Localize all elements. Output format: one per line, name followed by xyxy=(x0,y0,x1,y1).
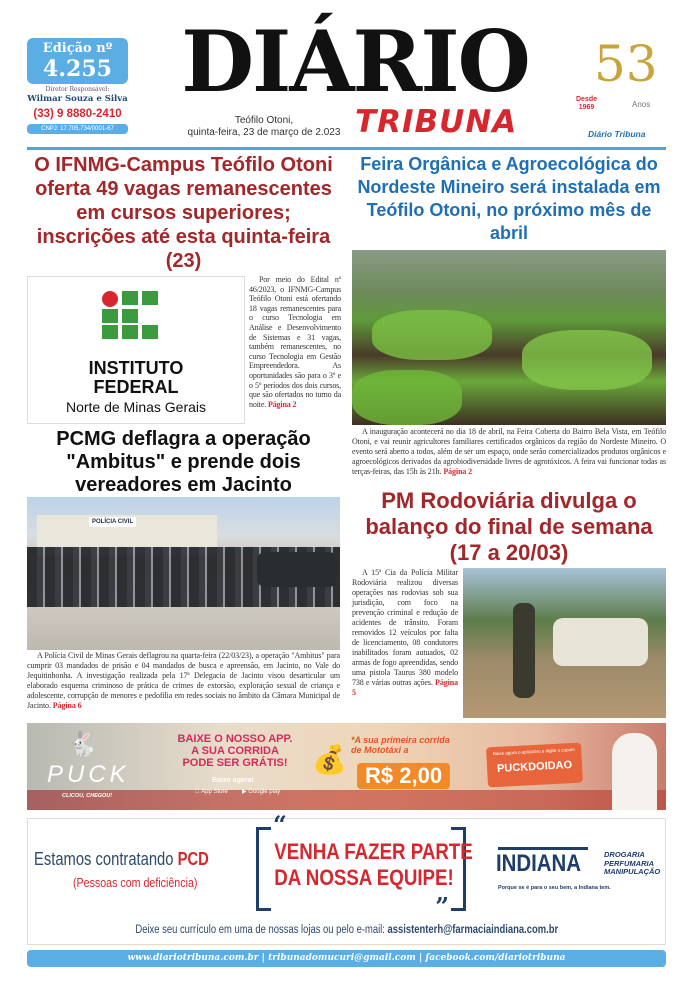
pcd-description: (Pessoas com deficiência) xyxy=(73,875,198,890)
dateline xyxy=(175,115,353,139)
director-label: Diretor Responsável: xyxy=(45,86,110,93)
anniversary-brand: Diário Tribuna xyxy=(588,129,646,139)
article-feira-headline[interactable]: Feira Orgânica e Agroecológica do Nordeste Mineiro será instalada em Teófilo Otoni, no próximo mês de abril xyxy=(357,154,661,243)
coupon-hint: Baixe agora o aplicativo e digite o cupom xyxy=(492,746,575,757)
woman-photo xyxy=(612,733,657,810)
indiana-logo: INDIANA xyxy=(496,850,581,877)
hiring-label: Estamos contratando xyxy=(34,849,174,869)
edition-badge xyxy=(27,38,128,84)
since-year: 1969 xyxy=(578,104,595,111)
brand-sub3: MANIPULAÇÃO xyxy=(604,867,661,876)
puck-headline: BAIXE O NOSSO APP. A SUA CORRIDA PODE SER GRÁTIS! xyxy=(177,733,293,769)
brand-sub1: DROGARIA xyxy=(604,850,645,859)
contact-text: Deixe seu currículo em uma de nossas lojas ou pelo e-mail: xyxy=(135,924,385,936)
cnpj: CNPJ: 17.705.734/0001-67 xyxy=(27,124,128,134)
logo-line2: FEDERAL xyxy=(93,377,179,397)
body-text: A inauguração acontecerá no dia 18 de abril, na Feira Coberta do Bairro Bela Vista, em Teófilo Otoni, e vai reunir agricultores familiares certificados orgânicos da região do Nordeste Mineiro. O evento será aberto a todos, além de ser um espaço, onde serão comercializados produtos orgânicos e agroecológicos derivados da agrobiodiversidade livres de agrotóxicos. A feira vai funcionar todas as terças-feiras, das 15h às 21h. xyxy=(352,427,666,476)
anniversary-logo xyxy=(572,36,672,142)
photo-sign: POLÍCIA CIVIL xyxy=(89,517,136,527)
footer-email[interactable]: tribunadomucuri@gmail.com xyxy=(268,953,416,963)
price: R$ 2,00 xyxy=(357,763,450,789)
city: Teófilo Otoni, xyxy=(234,115,294,126)
hiring-text xyxy=(34,849,209,870)
puck-ad-banner[interactable] xyxy=(27,723,666,810)
police-group-photo xyxy=(27,497,340,650)
page-ref[interactable]: Página 5 xyxy=(352,678,459,697)
body-text: A 15ª Cia da Polícia Militar Rodoviária realizou diversas operações nas rodovias sob sua jurisdição, com foco na prevenção criminal e redução de acidentes de trânsito. Foram removidos 12 veículos por falta de licenciamento, 08 condutores inabilitados foram autuados, 02 armas de fogo apreendidas, sendo uma pistola Taurus 380 modelo 738 e várias outras ações. xyxy=(352,568,458,687)
money-bag-icon: 💰 xyxy=(312,743,347,776)
separator: | xyxy=(418,953,423,963)
article-pcmg-headline[interactable]: PCMG deflagra a operação "Ambitus" e prende dois vereadores em Jacinto xyxy=(56,428,311,496)
article-pm-headline[interactable]: PM Rodoviária divulga o balanço do final de semana (17 a 20/03) xyxy=(365,488,653,565)
google-play-label: Google play xyxy=(248,789,281,795)
page-ref[interactable]: Página 2 xyxy=(267,399,297,409)
director-name: Wilmar Souza e Silva xyxy=(27,94,128,104)
if-grid-icon xyxy=(102,291,160,353)
puck-tagline: CLICOU, CHEGOU! xyxy=(62,793,113,799)
cta-line1: VENHA FAZER PARTE xyxy=(274,839,473,864)
quote-bracket xyxy=(256,810,473,921)
app-store-label: App Store xyxy=(195,789,222,795)
body-text: Por meio do Edital nº 46/2023, o IFNMG-Campus Teófilo Otoni está ofertando 18 vagas remanescentes para o curso Tecnologia em Análise e Desenvolvimento de Sistemas e 31 vagas, também remanescentes, no curso Tecnologia em Gestão Empreendedora. As oportunidades são para o 3º e o 5º períodos dos dois cursos, que são ofertados no turno da noite. xyxy=(249,275,341,409)
header-divider xyxy=(27,147,666,150)
instituto-federal-logo xyxy=(27,276,245,424)
page-ref[interactable]: Página 6 xyxy=(52,701,82,710)
app-store-badge[interactable] xyxy=(195,788,228,796)
open-quote-icon: “ xyxy=(273,810,287,839)
footer-facebook[interactable]: facebook.com/diariotribuna xyxy=(425,953,566,963)
cta-line2: DA NOSSA EQUIPE! xyxy=(274,865,454,890)
footer-website[interactable]: www.diariotribuna.com.br xyxy=(127,953,259,963)
body-text: A Polícia Civil de Minas Gerais deflagrou na quarta-feira (22/03/23), a operação "Ambitus" para cumprir 03 mandados de prisão e 04 mandados de busca e apreensão, em Jacinto, no Vale do Jequitinhonha. A investigação realizada pela 17ª Delegacia de Jacinto visou desarticular um elaborado esquema criminoso de prática de crimes de extorsão, exploração sexual de criança e adolescente, corrupção de menores e pedofilia em redes sociais no âmbito da Câmara Municipal de Jacinto. xyxy=(27,651,340,710)
date: quinta-feira, 23 de março de 2.023 xyxy=(187,127,341,138)
article-ifnmg-body xyxy=(249,275,341,409)
google-play-badge[interactable]: ▶ Google play xyxy=(242,789,281,795)
page-ref[interactable]: Página 2 xyxy=(443,467,473,476)
article-feira-body xyxy=(352,427,666,477)
years-label: Anos xyxy=(632,100,651,109)
police-car-photo xyxy=(463,568,666,718)
article-ifnmg-headline[interactable]: O IFNMG-Campus Teófilo Otoni oferta 49 vagas remanescentes em cursos superiores; inscrições até esta quinta-feira (23) xyxy=(34,154,333,272)
article-pm-body xyxy=(352,568,458,698)
download-label: Baixe agora! xyxy=(212,777,255,784)
masthead-subtitle: TRIBUNA xyxy=(355,104,518,140)
footer-bar xyxy=(27,950,666,967)
offer-text: *A sua primeira corrida de Mototáxi a xyxy=(351,735,450,755)
indiana-slogan: Porque se é para o seu bem, a Indiana tem. xyxy=(498,885,611,891)
separator: | xyxy=(261,953,265,963)
since-label: Desde xyxy=(576,96,598,103)
edition-label: Edição nº xyxy=(42,41,113,56)
pcd-label: PCD xyxy=(177,849,209,869)
coupon-box xyxy=(486,743,583,788)
anniversary-number: 53 xyxy=(594,35,658,93)
logo-line1: INSTITUTO xyxy=(88,358,184,378)
article-pcmg-body xyxy=(27,651,340,711)
puck-brand: PUCK xyxy=(47,761,130,788)
masthead-logo: DIÁRIO xyxy=(181,12,529,111)
coupon-code: PUCKDOIDAO xyxy=(496,759,573,775)
rabbit-logo-icon: 🐇 xyxy=(67,730,97,758)
brand-sub2: PERFUMARIA xyxy=(604,858,654,868)
vegetable-garden-photo xyxy=(352,250,666,425)
contact-line xyxy=(28,923,665,937)
phone: (33) 9 8880-2410 xyxy=(33,108,122,120)
contact-email[interactable]: assistenterh@farmaciaindiana.com.br xyxy=(387,924,558,936)
edition-number: 4.255 xyxy=(43,56,112,82)
close-quote-icon: ” xyxy=(435,892,449,921)
logo-line3: Norte de Minas Gerais xyxy=(65,399,207,415)
indiana-ad-banner[interactable] xyxy=(27,810,666,945)
